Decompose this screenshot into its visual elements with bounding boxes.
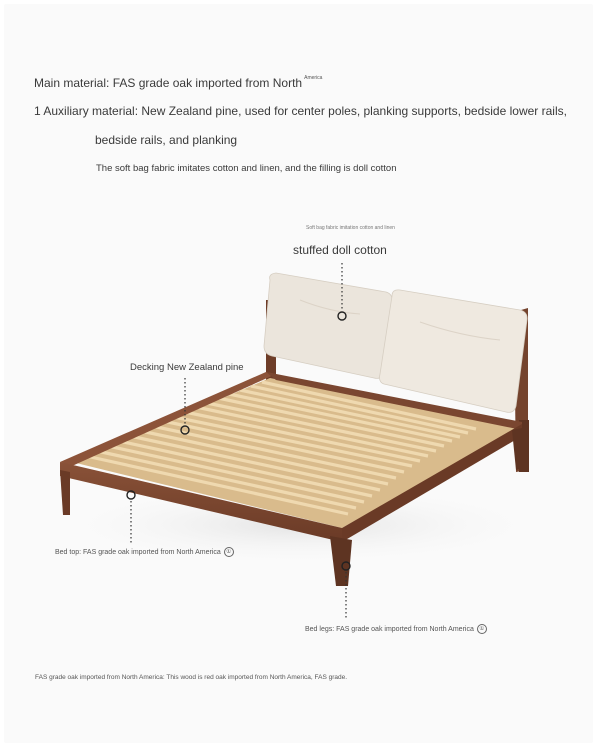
soft-bag-note: The soft bag fabric imitates cotton and linen, and the filling is doll cotton [96,163,397,174]
footer-note: FAS grade oak imported from North America: This wood is red oak imported from North America, FAS grade. [35,674,348,681]
bed-legs-label: Bed legs: FAS grade oak imported from North America [305,625,474,633]
auxiliary-material-text: 1 Auxiliary material: New Zealand pine, used for center poles, planking supports, bedside lower rails, [34,104,567,118]
decking-callout-label: Decking New Zealand pine [130,362,244,373]
bed-legs-callout [305,624,487,634]
bed-top-mark: ① [224,547,234,557]
main-material-superscript: America [304,75,323,81]
headboard-callout-label: stuffed doll cotton [293,243,387,257]
main-material-text: Main material: FAS grade oak imported from North $^{America}$ [34,75,323,90]
bed-top-callout [55,547,234,557]
bed-legs-mark: ① [477,624,487,634]
bed-top-label: Bed top: FAS grade oak imported from North America [55,548,221,556]
headboard-fabric-label: Soft bag fabric imitation cotton and linen [306,225,395,231]
auxiliary-material-text-cont: bedside rails, and planking [95,133,238,147]
